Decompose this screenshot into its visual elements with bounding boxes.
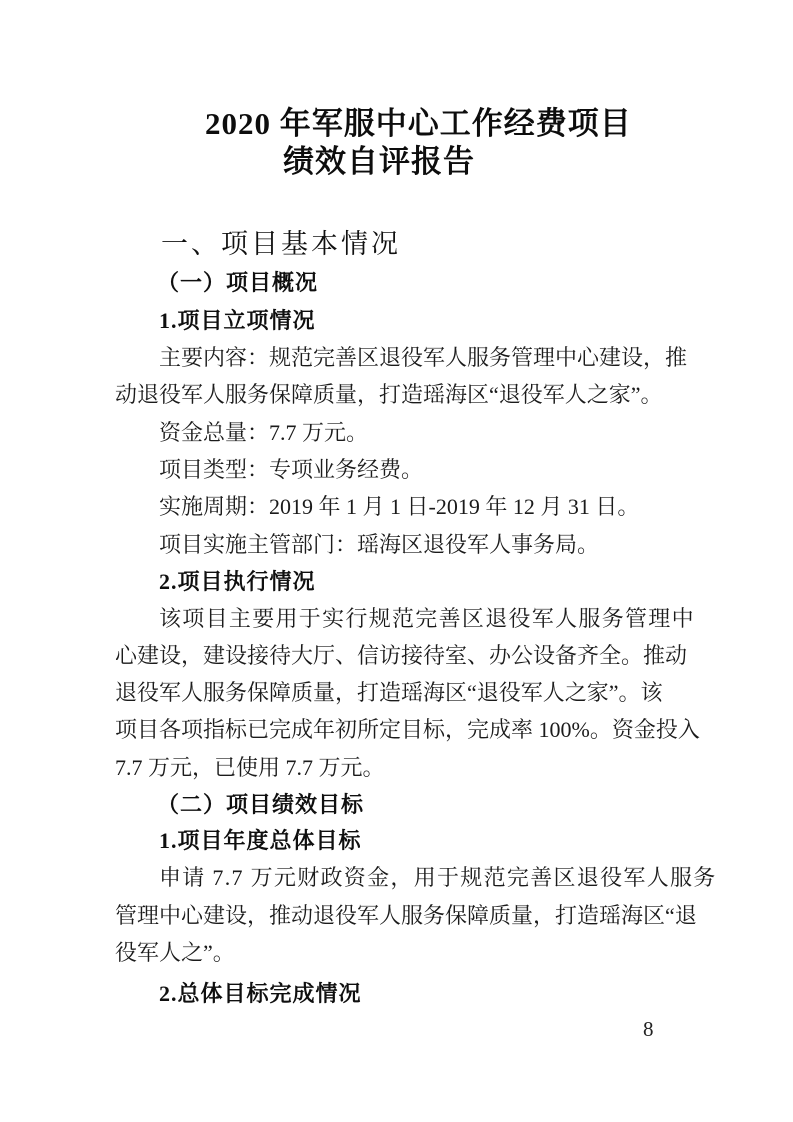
body-line: 动退役军人服务保障质量，打造瑶海区“退役军人之家”。 (115, 382, 663, 407)
subsection-heading-2-2: （二）项目绩效目标 (157, 792, 365, 817)
body-line: 管理中心建设，推动退役军人服务保障质量，打造瑶海区“退 (115, 903, 697, 928)
report-title-line-2: 绩效自评报告 (283, 144, 475, 179)
body-line: 主要内容：规范完善区退役军人服务管理中心建设，推 (159, 345, 688, 370)
body-line: 7.7 万元，已使用 7.7 万元。 (115, 755, 385, 780)
page-number: 8 (643, 1017, 654, 1041)
body-line: 申请 7.7 万元财政资金，用于规范完善区退役军人服务 (159, 865, 717, 890)
numbered-heading-3: 1.项目年度总体目标 (159, 828, 362, 853)
body-line: 该项目主要用于实行规范完善区退役军人服务管理中 (159, 606, 695, 631)
subsection-heading-1-1: （一）项目概况 (157, 270, 319, 295)
body-line: 役军人之”。 (115, 940, 235, 965)
numbered-heading-2: 2.项目执行情况 (159, 569, 316, 594)
body-line: 退役军人服务保障质量，打造瑶海区“退役军人之家”。该 (115, 680, 663, 705)
numbered-heading-1: 1.项目立项情况 (159, 308, 316, 333)
section-heading-1: 一、项目基本情况 (161, 229, 401, 259)
body-line: 实施周期：2019 年 1 月 1 日-2019 年 12 月 31 日。 (159, 494, 640, 519)
body-line: 项目各项指标已完成年初所定目标，完成率 100%。资金投入 (115, 717, 700, 742)
numbered-heading-4: 2.总体目标完成情况 (159, 981, 362, 1006)
body-line: 项目实施主管部门：瑶海区退役军人事务局。 (159, 532, 600, 557)
body-line: 资金总量：7.7 万元。 (159, 420, 369, 445)
report-title-line-1: 2020 年军服中心工作经费项目 (205, 106, 632, 141)
body-line: 项目类型：专项业务经费。 (159, 457, 424, 482)
body-line: 心建设，建设接待大厅、信访接待室、办公设备齐全。推动 (115, 643, 688, 668)
